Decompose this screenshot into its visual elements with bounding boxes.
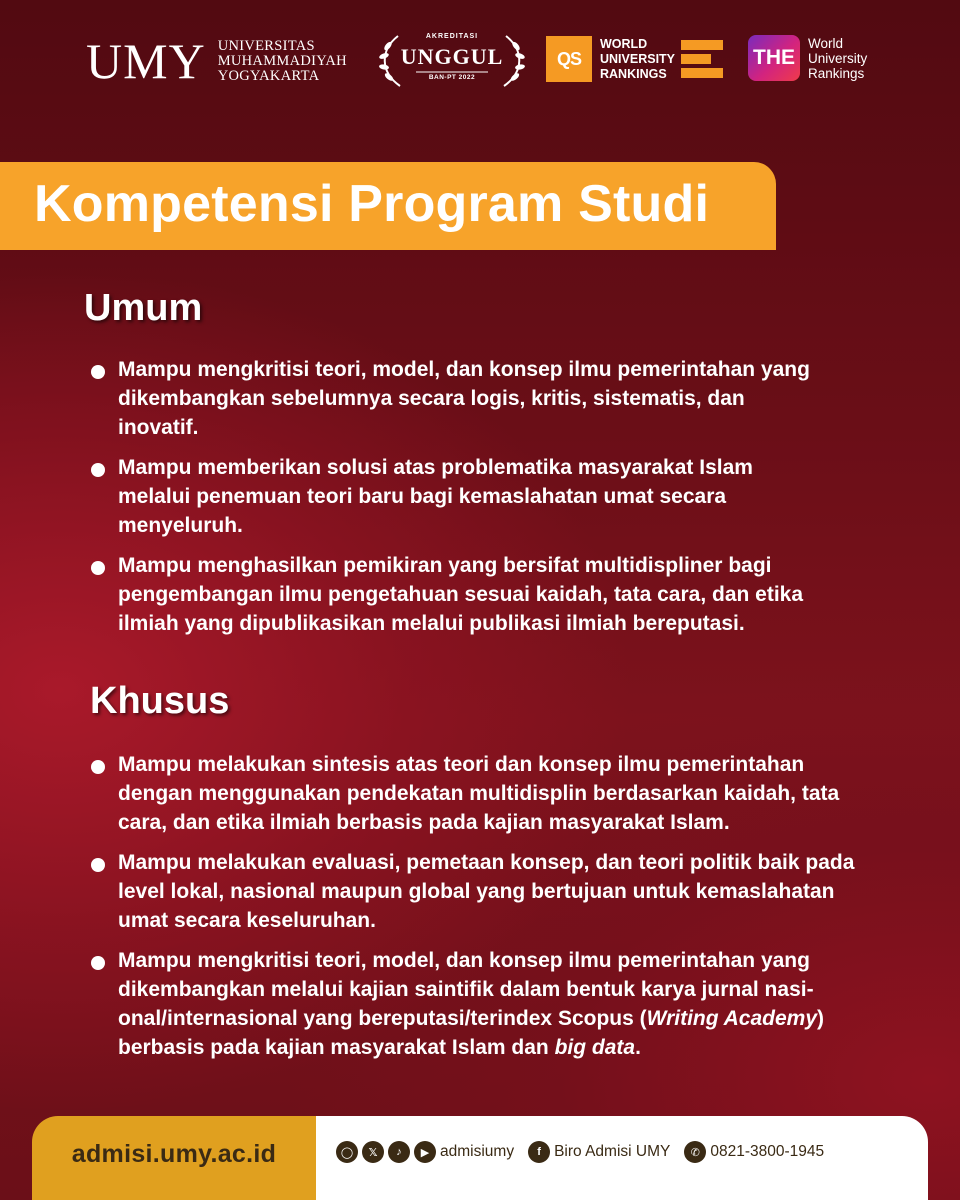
item-text-2: ) berbasis pada kajian masyarakat Islam dan: [118, 1007, 824, 1059]
list-item: [88, 946, 878, 1062]
footer-website-panel: [32, 1116, 316, 1200]
item-text-3: .: [635, 1036, 641, 1059]
item-italic-writing-academy: Writing Academy: [646, 1007, 817, 1030]
footer-contacts: [316, 1116, 928, 1200]
youtube-icon[interactable]: ▶: [414, 1141, 436, 1163]
akreditasi-label: AKREDITASI: [425, 33, 479, 40]
page-title: Kompetensi Program Studi: [34, 175, 710, 233]
the-line-1: World: [808, 35, 844, 51]
list-umum: [88, 355, 828, 649]
title-banner: [0, 162, 776, 250]
list-item: Mampu memberikan solusi atas problematika masyarakat Islam melalui penemuan teori baru bagi kemaslahatan umat secara menyeluruh.: [88, 453, 828, 540]
umy-logo: [86, 33, 347, 89]
the-mark: THE: [748, 35, 800, 81]
item-italic-big-data: big data: [554, 1036, 636, 1059]
umy-line-2: MUHAMMADIYAH: [217, 52, 347, 69]
tiktok-icon[interactable]: ♪: [388, 1141, 410, 1163]
umy-line-1: UNIVERSITAS: [217, 37, 315, 54]
qs-name: [600, 37, 675, 82]
item-text-1: Mampu mengkritisi teori, model, dan konsep ilmu pemerintahan yang dikembangkan melalui kajian saintifik dalam bentuk karya jurnal nasi-onal/internasional yang bereputasi/terindex Scopus (: [118, 949, 814, 1030]
whatsapp-icon[interactable]: ✆: [684, 1141, 706, 1163]
section-heading-umum: Umum: [84, 287, 203, 329]
the-line-2: University: [808, 50, 868, 66]
akreditasi-unggul-badge: [376, 30, 528, 90]
list-item: Mampu mengkritisi teori, model, dan konsep ilmu pemerintahan yang dikembangkan sebelumnya secara logis, kritis, sistematis, dan inovatif.: [88, 355, 828, 442]
social-handle[interactable]: admisiumy: [440, 1143, 515, 1160]
header-logos: [0, 30, 960, 90]
the-rankings-logo: [748, 35, 867, 81]
facebook-name[interactable]: Biro Admisi UMY: [554, 1143, 671, 1160]
qs-line-2: UNIVERSITY: [600, 51, 676, 66]
qs-line-3: RANKINGS: [600, 66, 667, 81]
qs-bars-icon: [681, 40, 723, 78]
x-icon[interactable]: 𝕏: [362, 1141, 384, 1163]
the-line-3: Rankings: [808, 65, 865, 81]
qs-line-1: WORLD: [600, 36, 648, 51]
section-heading-khusus: Khusus: [90, 680, 230, 722]
list-item: Mampu melakukan evaluasi, pemetaan konsep, dan teori politik baik pada level lokal, nasional maupun global yang bertujuan untuk kemaslahatan umat secara keseluruhan.: [88, 848, 878, 935]
social-row: [336, 1141, 838, 1163]
list-item: Mampu menghasilkan pemikiran yang bersifat multidispliner bagi pengembangan ilmu pengetahuan sesuai kaidah, tata cara, dan etika ilmiah yang dipublikasikan melalui publikasi ilmiah bereputasi.: [88, 551, 828, 638]
footer: [32, 1116, 928, 1200]
the-name: [808, 36, 867, 81]
qs-mark: QS: [546, 36, 592, 82]
list-item: Mampu melakukan sintesis atas teori dan konsep ilmu pemerintahan dengan menggunakan pendekatan multidisplin berdasarkan kaidah, tata cara, dan etika ilmiah berbasis pada kajian masyarakat Islam.: [88, 750, 878, 837]
umy-line-3: YOGYAKARTA: [217, 67, 320, 84]
akreditasi-value: UNGGUL: [400, 44, 504, 69]
instagram-icon[interactable]: ◯: [336, 1141, 358, 1163]
facebook-icon[interactable]: f: [528, 1141, 550, 1163]
umy-name: [218, 39, 347, 84]
qs-rankings-logo: [546, 36, 723, 82]
website-link[interactable]: admisi.umy.ac.id: [71, 1139, 277, 1168]
akreditasi-sub: BAN-PT 2022: [428, 74, 476, 81]
list-khusus: [88, 750, 878, 1073]
whatsapp-number[interactable]: 0821-3800-1945: [710, 1143, 825, 1160]
umy-mark: UMY: [86, 33, 206, 89]
